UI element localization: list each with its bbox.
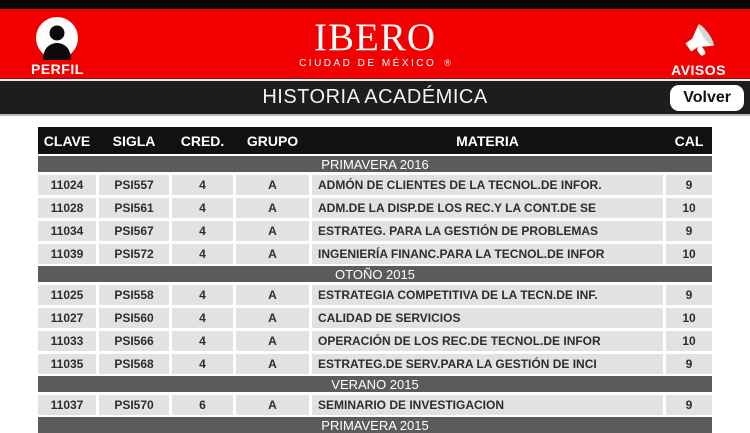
cell-grupo: A: [236, 308, 309, 328]
table-row[interactable]: [38, 285, 712, 305]
column-header-clave: CLAVE: [43, 132, 91, 149]
cell-sigla: PSI561: [99, 198, 169, 218]
table-row[interactable]: [38, 308, 712, 328]
cell-cal: 9: [666, 395, 712, 415]
cell-sigla: PSI566: [99, 331, 169, 351]
cell-materia: ADMÓN DE CLIENTES DE LA TECNOL.DE INFOR.: [312, 175, 663, 195]
table-header-row: [38, 127, 712, 154]
cell-clave: 11025: [38, 285, 96, 305]
table-row[interactable]: [38, 198, 712, 218]
cell-sigla: PSI572: [99, 244, 169, 264]
column-header-grupo: GRUPO: [246, 132, 299, 149]
cell-clave: 11035: [38, 354, 96, 374]
cell-cred: 4: [172, 285, 233, 305]
cell-clave: 11039: [38, 244, 96, 264]
cell-materia: ESTRATEG. PARA LA GESTIÓN DE PROBLEMAS: [312, 221, 663, 241]
cell-cal: 9: [666, 285, 712, 305]
season-header: PRIMAVERA 2016: [38, 156, 712, 172]
ibero-logo: [0, 16, 750, 69]
volver-button[interactable]: Volver: [670, 85, 744, 111]
cell-materia: ESTRATEGIA COMPETITIVA DE LA TECN.DE INF.: [312, 285, 663, 305]
cell-sigla: PSI557: [99, 175, 169, 195]
cell-cal: 10: [666, 308, 712, 328]
megaphone-icon: [678, 20, 720, 60]
table-row[interactable]: [38, 354, 712, 374]
perfil-label: PERFIL: [31, 61, 84, 77]
cell-sigla: PSI568: [99, 354, 169, 374]
title-bar: [0, 81, 750, 116]
table-row[interactable]: [38, 221, 712, 241]
table-body: [38, 156, 712, 433]
cell-materia: OPERACIÓN DE LOS REC.DE TECNOL.DE INFOR: [312, 331, 663, 351]
cell-materia: CALIDAD DE SERVICIOS: [312, 308, 663, 328]
cell-grupo: A: [236, 244, 309, 264]
cell-grupo: A: [236, 395, 309, 415]
avisos-button[interactable]: [671, 20, 726, 78]
academic-history-table: [38, 127, 712, 433]
cell-cal: 10: [666, 198, 712, 218]
column-header-materia: MATERIA: [456, 132, 519, 149]
cell-sigla: PSI570: [99, 395, 169, 415]
logo-title: IBERO: [314, 16, 436, 59]
cell-cred: 4: [172, 198, 233, 218]
table-row[interactable]: [38, 331, 712, 351]
cell-materia: INGENIERÍA FINANC.PARA LA TECNOL.DE INFOR: [312, 244, 663, 264]
cell-grupo: A: [236, 285, 309, 305]
cell-cal: 9: [666, 354, 712, 374]
cell-clave: 11027: [38, 308, 96, 328]
page-title: HISTORIA ACADÉMICA: [262, 86, 488, 108]
cell-grupo: A: [236, 198, 309, 218]
cell-grupo: A: [236, 175, 309, 195]
cell-grupo: A: [236, 221, 309, 241]
cell-materia: ADM.DE LA DISP.DE LOS REC.Y LA CONT.DE SE: [312, 198, 663, 218]
cell-cal: 9: [666, 175, 712, 195]
season-header: OTOÑO 2015: [38, 266, 712, 282]
cell-sigla: PSI558: [99, 285, 169, 305]
cell-cred: 4: [172, 308, 233, 328]
cell-clave: 11034: [38, 221, 96, 241]
cell-cred: 4: [172, 244, 233, 264]
registered-mark: ®: [444, 58, 451, 68]
logo-subtitle: CIUDAD DE MÉXICO ®: [299, 58, 451, 69]
cell-clave: 11033: [38, 331, 96, 351]
cell-cred: 4: [172, 354, 233, 374]
cell-cal: 9: [666, 221, 712, 241]
cell-sigla: PSI560: [99, 308, 169, 328]
cell-sigla: PSI567: [99, 221, 169, 241]
cell-clave: 11037: [38, 395, 96, 415]
cell-clave: 11024: [38, 175, 96, 195]
table-row[interactable]: [38, 175, 712, 195]
avisos-label: AVISOS: [671, 62, 726, 78]
cell-cal: 10: [666, 244, 712, 264]
cell-cal: 10: [666, 331, 712, 351]
cell-materia: SEMINARIO DE INVESTIGACION: [312, 395, 663, 415]
cell-clave: 11028: [38, 198, 96, 218]
cell-cred: 4: [172, 221, 233, 241]
column-header-cred: CRED.: [180, 132, 225, 149]
column-header-sigla: SIGLA: [112, 132, 156, 149]
cell-cred: 4: [172, 175, 233, 195]
app-header: [0, 9, 750, 79]
status-bar: [0, 0, 750, 9]
cell-cred: 6: [172, 395, 233, 415]
table-row[interactable]: [38, 244, 712, 264]
season-header: PRIMAVERA 2015: [38, 417, 712, 433]
column-header-cal: CAL: [674, 132, 704, 149]
cell-grupo: A: [236, 331, 309, 351]
table-row[interactable]: [38, 395, 712, 415]
cell-cred: 4: [172, 331, 233, 351]
season-header: VERANO 2015: [38, 376, 712, 392]
cell-materia: ESTRATEG.DE SERV.PARA LA GESTIÓN DE INCI: [312, 354, 663, 374]
cell-grupo: A: [236, 354, 309, 374]
